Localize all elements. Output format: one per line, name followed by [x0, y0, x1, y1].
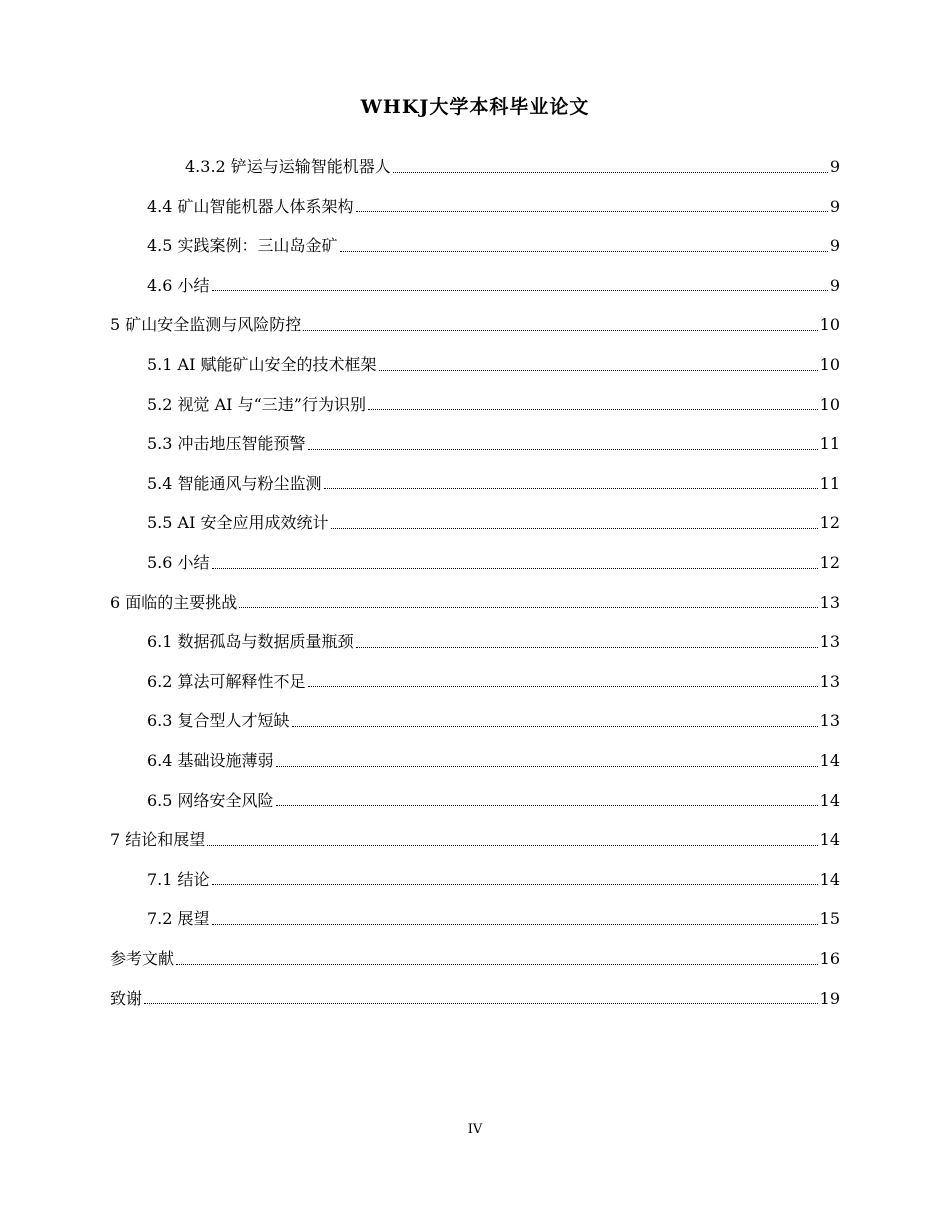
toc-entry-title: 5 矿山安全监测与风险防控 [110, 315, 302, 335]
toc-entry-page: 9 [829, 275, 840, 295]
toc-entry-page: 9 [829, 236, 840, 256]
toc-entry[interactable] [147, 706, 840, 736]
toc-entry[interactable] [147, 231, 840, 261]
toc-entry-title: 5.2 视觉 AI 与“三违”行为识别 [147, 394, 366, 414]
toc-entry-page: 11 [819, 473, 840, 493]
toc-leader-dots [356, 211, 828, 212]
toc-entry[interactable] [147, 548, 840, 578]
toc-entry-title: 5.1 AI 赋能矿山安全的技术框架 [147, 355, 377, 374]
toc-leader-dots [368, 409, 818, 410]
toc-leader-dots [212, 924, 818, 925]
toc-leader-dots [276, 766, 818, 767]
toc-leader-dots [340, 251, 828, 252]
toc-leader-dots [212, 290, 828, 291]
toc-leader-dots [276, 805, 818, 806]
toc-entry-title: 6.1 数据孤岛与数据质量瓶颈 [147, 632, 354, 652]
toc-entry[interactable] [147, 429, 840, 459]
toc-entry-title: 参考文献 [110, 949, 175, 968]
toc-entry[interactable] [147, 904, 840, 934]
toc-entry[interactable] [147, 627, 840, 657]
toc-entry[interactable] [147, 271, 840, 301]
toc-leader-dots [393, 172, 828, 173]
toc-entry-title: 5.5 AI 安全应用成效统计 [147, 513, 329, 533]
toc-entry[interactable] [147, 192, 840, 222]
toc-entry-title: 致谢 [110, 988, 143, 1008]
toc-leader-dots [324, 488, 818, 489]
toc-entry-page: 13 [819, 711, 840, 731]
toc-entry-page: 10 [819, 315, 840, 335]
toc-entry[interactable] [147, 508, 840, 538]
toc-entry-title: 4.4 矿山智能机器人体系架构 [147, 196, 354, 216]
toc-leader-dots [379, 370, 818, 371]
toc-entry[interactable] [110, 588, 840, 618]
toc-entry-page: 13 [819, 592, 840, 612]
toc-entry-page: 13 [819, 632, 840, 652]
toc-leader-dots [356, 647, 818, 648]
toc-leader-dots [331, 528, 818, 529]
toc-entry-title: 6.2 算法可解释性不足 [147, 671, 306, 691]
toc-leader-dots [308, 449, 818, 450]
toc-entry[interactable] [185, 152, 840, 182]
toc-entry-page: 10 [819, 394, 840, 414]
toc-leader-dots [303, 330, 817, 331]
toc-entry-title: 5.3 冲击地压智能预警 [147, 434, 306, 454]
toc-entry-title: 5.4 智能通风与粉尘监测 [147, 473, 322, 493]
toc-entry-page: 11 [819, 434, 840, 454]
toc-entry-page: 14 [819, 790, 840, 810]
toc-entry[interactable] [147, 390, 840, 420]
toc-leader-dots [212, 884, 818, 885]
toc-entry-page: 12 [819, 553, 840, 572]
toc-leader-dots [292, 726, 818, 727]
toc-leader-dots [308, 686, 818, 687]
toc-entry-title: 7.2 展望 [147, 909, 210, 929]
toc-entry[interactable] [110, 944, 840, 974]
toc-entry-title: 4.5 实践案例：三山岛金矿 [147, 236, 338, 256]
toc-entry[interactable] [147, 746, 840, 776]
toc-entry-page: 13 [819, 671, 840, 691]
toc-entry-title: 7.1 结论 [147, 869, 210, 889]
toc-entry-page: 14 [819, 830, 840, 850]
toc-entry-page: 19 [819, 988, 840, 1008]
toc-entry[interactable] [110, 825, 840, 855]
toc-entry-title: 4.3.2 铲运与运输智能机器人 [185, 157, 391, 176]
toc-entry[interactable] [110, 310, 840, 340]
toc-entry[interactable] [147, 786, 840, 816]
toc-leader-dots [176, 964, 818, 965]
toc-entry-page: 9 [829, 157, 840, 176]
toc-entry[interactable] [147, 865, 840, 895]
toc-entry-title: 7 结论和展望 [110, 830, 206, 850]
toc-entry[interactable] [147, 469, 840, 499]
page-header: WHKJ大学本科毕业论文 [360, 96, 590, 118]
toc-entry-title: 6 面临的主要挑战 [110, 592, 238, 612]
toc-entry[interactable] [147, 350, 840, 380]
toc-entry-page: 15 [819, 909, 840, 929]
toc-entry-page: 9 [829, 196, 840, 216]
toc-entry-page: 14 [819, 869, 840, 889]
toc-leader-dots [207, 845, 817, 846]
toc-entry-page: 12 [819, 513, 840, 533]
toc-leader-dots [239, 607, 817, 608]
toc-entry-title: 4.6 小结 [147, 275, 210, 295]
toc-entry[interactable] [110, 984, 840, 1014]
toc-entry-title: 6.4 基础设施薄弱 [147, 751, 274, 770]
page-number: IV [467, 1122, 483, 1137]
toc-entry[interactable] [147, 667, 840, 697]
toc-entry-title: 6.5 网络安全风险 [147, 790, 274, 810]
toc-entry-title: 6.3 复合型人才短缺 [147, 711, 290, 731]
toc-leader-dots [212, 568, 818, 569]
toc-entry-page: 16 [819, 949, 840, 968]
toc-leader-dots [144, 1003, 818, 1004]
toc-entry-page: 10 [819, 355, 840, 374]
toc-entry-title: 5.6 小结 [147, 553, 210, 572]
toc-entry-page: 14 [819, 751, 840, 770]
